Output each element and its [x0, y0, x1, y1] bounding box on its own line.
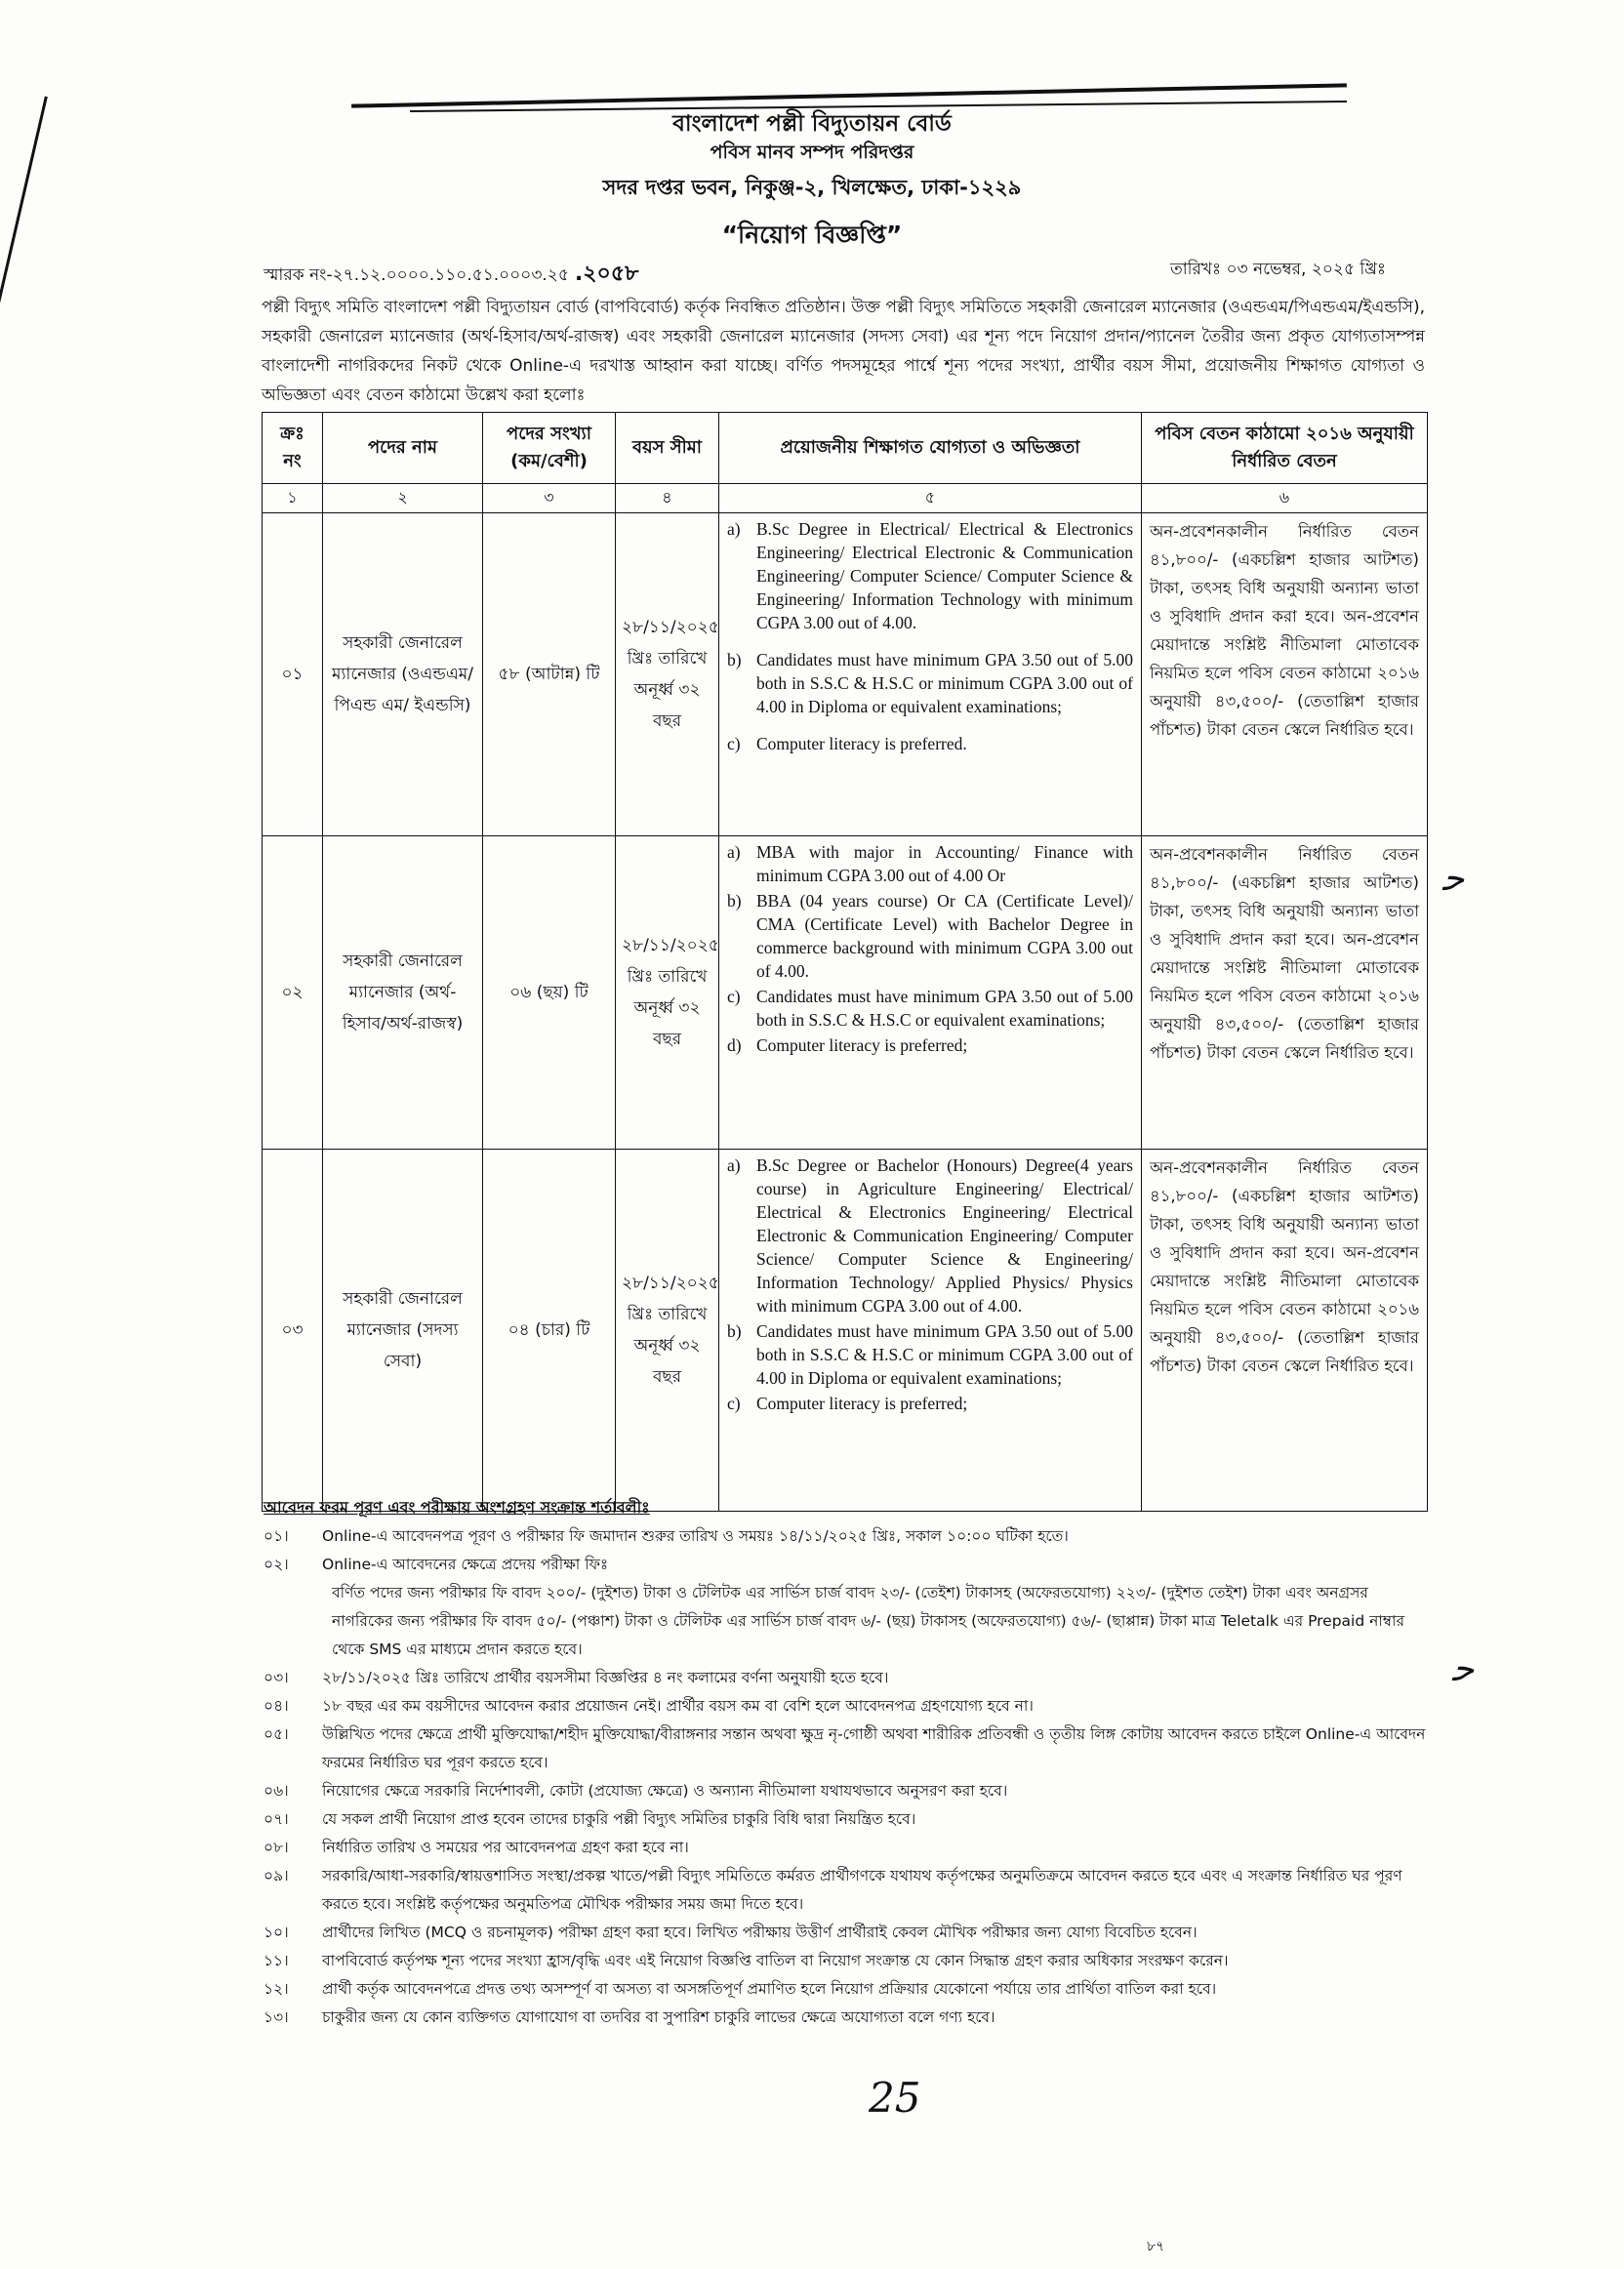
column-number-row: [263, 484, 1428, 513]
qualification-label: c): [727, 1394, 741, 1413]
condition-item: [264, 1551, 1427, 1664]
row-age-limit: ২৮/১১/২০২৫ খ্রিঃ তারিখে অনূর্ধ্ব ৩২ বছর: [616, 513, 719, 836]
table-row: [263, 513, 1428, 836]
row-post-count: ০৪ (চার) টি: [483, 1150, 616, 1512]
department-name: পবিস মানব সম্পদ পরিদপ্তর: [710, 142, 914, 163]
table-row: [263, 836, 1428, 1150]
qualification-label: b): [727, 650, 742, 669]
condition-line: বর্ণিত পদের জন্য পরীক্ষার ফি বাবদ ২০০/- (দুইশত) টাকা ও টেলিটক এর সার্ভিস চার্জ বাবদ ২৩/- (তেইশ) টাকাসহ (অফেরতযোগ্য) ২২৩/- (দুইশত তেইশ) টাকা এবং অনগ্রসর নাগরিকের জন্য পরীক্ষার ফি বাবদ ৫০/- (পঞ্চাশ) টাকা ও টেলিটক এর সার্ভিস চার্জ বাবদ ৬/- (ছয়) টাকাসহ (অফেরতযোগ্য) ৫৬/- (ছাপ্পান্ন) টাকা মাত্র Teletalk এর Prepaid নাম্বার থেকে SMS এর মাধ্যমে প্রদান করতে হবে।: [332, 1584, 1405, 1658]
column-number: ৩: [483, 484, 616, 513]
row-post-name: সহকারী জেনারেল ম্যানেজার (অর্থ-হিসাব/অর্থ-রাজস্ব): [323, 836, 483, 1150]
condition-item: [264, 1947, 1427, 1975]
conditions-list: [264, 1522, 1427, 2032]
column-number: ২: [323, 484, 483, 513]
condition-number: ০১।: [264, 1527, 289, 1545]
memo-date: তারিখঃ ০৩ নভেম্বর, ২০২৫ খ্রিঃ: [1169, 260, 1386, 279]
org-name: বাংলাদেশ পল্লী বিদ্যুতায়ন বোর্ড: [672, 111, 952, 137]
condition-item: [264, 1834, 1427, 1862]
row-qualifications: [719, 513, 1142, 836]
qualification-label: a): [727, 519, 741, 539]
row-age-limit: ২৮/১১/২০২৫ খ্রিঃ তারিখে অনূর্ধ্ব ৩২ বছর: [616, 836, 719, 1150]
condition-line: ১৮ বছর এর কম বয়সীদের আবেদন করার প্রয়োজন নেই। প্রার্থীর বয়স কম বা বেশি হলে আবেদনপত্র গ্রহণযোগ্য হবে না।: [322, 1697, 1034, 1715]
header-pay-scale: পবিস বেতন কাঠামো ২০১৬ অনুযায়ী নির্ধারিত বেতন: [1142, 413, 1428, 484]
row-qualifications: [719, 836, 1142, 1150]
row-qualifications: [719, 1150, 1142, 1512]
header-post-count: পদের সংখ্যা (কম/বেশী): [483, 413, 616, 484]
margin-initial-mark: ﺣ: [1452, 1649, 1475, 1689]
header-serial: ক্রঃ নং: [263, 413, 323, 484]
condition-text: [322, 1834, 1427, 1862]
row-post-name: সহকারী জেনারেল ম্যানেজার (ওএন্ডএম/পিএন্ড এম/ ইএন্ডসি): [323, 513, 483, 836]
condition-text: [322, 1721, 1427, 1777]
condition-text: [322, 2004, 1427, 2032]
table-row: [263, 1150, 1428, 1512]
condition-number: ০৯।: [264, 1867, 289, 1884]
qualification-label: a): [727, 1155, 741, 1175]
column-number: ৪: [616, 484, 719, 513]
qualification-item: [727, 1033, 1133, 1057]
row-post-count: ৫৮ (আটান্ন) টি: [483, 513, 616, 836]
page-number: 25: [869, 2074, 921, 2122]
condition-line: নির্ধারিত তারিখ ও সময়ের পর আবেদনপত্র গ্রহণ করা হবে না।: [322, 1839, 689, 1856]
qualification-text: Candidates must have minimum GPA 3.50 out of 5.00 both in S.S.C & H.S.C or minimum CGPA 3.00 out of 4.00 in Diploma or equivalent examinations;: [756, 650, 1133, 716]
condition-number: ০৪।: [264, 1697, 289, 1715]
condition-number: ০৮।: [264, 1839, 289, 1856]
condition-text: [322, 1551, 1427, 1664]
qualification-text: B.Sc Degree or Bachelor (Honours) Degree(4 years course) in Agriculture Engineering/ Electrical/ Electrical & Electronics Engineering/ Electrical Electronic & Communication Engineering/ Computer Science/ Computer Science & Engineering/ Information Technology/ Applied Physics/ Physics with minimum CGPA 3.00 out of 4.00.: [756, 1155, 1133, 1316]
qualification-label: b): [727, 1321, 742, 1341]
condition-number: ১৩।: [264, 2008, 289, 2026]
condition-line: প্রার্থীদের লিখিত (MCQ ও রচনামূলক) পরীক্ষা গ্রহণ করা হবে। লিখিত পরীক্ষায় উত্তীর্ণ প্রার্থীরাই কেবল মৌখিক পরীক্ষার জন্য যোগ্য বিবেচিত হবেন।: [322, 1924, 1198, 1941]
condition-item: [264, 1692, 1427, 1721]
header-qualification: প্রয়োজনীয় শিক্ষাগত যোগ্যতা ও অভিজ্ঞতা: [719, 413, 1142, 484]
intro-paragraph: পল্লী বিদ্যুৎ সমিতি বাংলাদেশ পল্লী বিদ্যুতায়ন বোর্ড (বাপবিবোর্ড) কর্তৃক নিবন্ধিত প্রতিষ্ঠান। উক্ত পল্লী বিদ্যুৎ সমিতিতে সহকারী জেনারেল ম্যানেজার (ওএন্ডএম/পিএন্ডএম/ইএন্ডসি), সহকারী জেনারেল ম্যানেজার (অর্থ-হিসাব/অর্থ-রাজস্ব) এবং সহকারী জেনারেল ম্যানেজার (সদস্য সেবা) এর শূন্য পদে নিয়োগ প্রদান/প্যানেল তৈরীর জন্য প্রকৃত যোগ্যতাসম্পন্ন বাংলাদেশী নাগরিকদের নিকট থেকে Online-এ দরখাস্ত আহ্বান করা যাচ্ছে। বর্ণিত পদসমূহের পার্শ্বে শূন্য পদের সংখ্যা, প্রার্থীর বয়স সীমা, প্রয়োজনীয় শিক্ষাগত যোগ্যতা ও অভিজ্ঞতা এবং বেতন কাঠামো উল্লেখ করা হলোঃ: [262, 298, 1425, 405]
column-number: ১: [263, 484, 323, 513]
condition-number: ১০।: [264, 1924, 289, 1941]
condition-number: ১১।: [264, 1952, 289, 1969]
notice-title: “নিয়োগ বিজ্ঞপ্তি”: [721, 221, 903, 249]
condition-line: প্রার্থী কর্তৃক আবেদনপত্রে প্রদত্ত তথ্য অসম্পূর্ণ বা অসত্য বা অসঙ্গতিপূর্ণ প্রমাণিত হলে নিয়োগ প্রক্রিয়ার যেকোনো পর্যায়ে তার প্রার্থিতা বাতিল করা হবে।: [322, 1980, 1217, 1998]
qualification-text: B.Sc Degree in Electrical/ Electrical & Electronics Engineering/ Electrical Electronic & Communication Engineering/ Computer Science/ Computer Science & Engineering/ Information Technology with minimum CGPA 3.00 out of 4.00.: [756, 519, 1133, 632]
condition-item: [264, 1664, 1427, 1692]
conditions-title: আবেদন ফরম পূরণ এবং পরীক্ষায় অংশগ্রহণ সংক্রান্ত শর্তাবলীঃ: [264, 1498, 650, 1517]
condition-line: বাপবিবোর্ড কর্তৃপক্ষ শূন্য পদের সংখ্যা হ্রাস/বৃদ্ধি এবং এই নিয়োগ বিজ্ঞপ্তি বাতিল বা নিয়োগ সংক্রান্ত যে কোন সিদ্ধান্ত গ্রহণ করার অধিকার সংরক্ষণ করেন।: [322, 1952, 1229, 1969]
condition-item: [264, 1975, 1427, 2004]
row-serial: ০২: [263, 836, 323, 1150]
office-address: সদর দপ্তর ভবন, নিকুঞ্জ-২, খিলক্ষেত, ঢাকা-১২২৯: [602, 176, 1022, 199]
qualification-item: [727, 1392, 1133, 1415]
qualification-item: [727, 1319, 1133, 1390]
qualification-label: d): [727, 1035, 742, 1055]
column-number: ৬: [1142, 484, 1428, 513]
qualification-item: [727, 648, 1133, 718]
condition-text: [322, 1862, 1427, 1919]
condition-line: চাকুরীর জন্য যে কোন ব্যক্তিগত যোগাযোগ বা তদবির বা সুপারিশ চাকুরি লাভের ক্ষেত্রে অযোগ্যতা বলে গণ্য হবে।: [322, 2008, 995, 2026]
condition-text: [322, 1664, 1427, 1692]
condition-line: Online-এ আবেদনের ক্ষেত্রে প্রদেয় পরীক্ষা ফিঃ: [322, 1556, 609, 1573]
bottom-mark: ৮৭: [1147, 2239, 1165, 2254]
condition-item: [264, 1777, 1427, 1805]
condition-line: উল্লিখিত পদের ক্ষেত্রে প্রার্থী মুক্তিযোদ্ধা/শহীদ মুক্তিযোদ্ধা/বীরাঙ্গনার সন্তান অথবা ক্ষুদ্র নৃ-গোষ্ঠী অথবা শারীরিক প্রতিবন্ধী ও তৃতীয় লিঙ্গ কোটায় আবেদন করতে চাইলে Online-এ আবেদন ফরমের নির্ধারিত ঘর পূরণ করতে হবে।: [322, 1725, 1426, 1771]
condition-line: যে সকল প্রার্থী নিয়োগ প্রাপ্ত হবেন তাদের চাকুরি পল্লী বিদ্যুৎ সমিতির চাকুরি বিধি দ্বারা নিয়ন্ত্রিত হবে।: [322, 1810, 916, 1828]
condition-number: ০২।: [264, 1556, 289, 1573]
condition-item: [264, 1721, 1427, 1777]
qualification-text: Computer literacy is preferred;: [756, 1035, 968, 1055]
qualification-text: Candidates must have minimum GPA 3.50 out of 5.00 both in S.S.C & H.S.C or equivalent examinations;: [756, 987, 1133, 1030]
row-serial: ০১: [263, 513, 323, 836]
qualification-label: c): [727, 734, 741, 753]
condition-number: ০৭।: [264, 1810, 289, 1828]
row-pay-scale: অন-প্রবেশনকালীন নির্ধারিত বেতন ৪১,৮০০/- (একচল্লিশ হাজার আটশত) টাকা, তৎসহ বিধি অনুযায়ী অন্যান্য ভাতা ও সুবিধাদি প্রদান করা হবে। অন-প্রবেশন মেয়াদান্তে সংশ্লিষ্ট নীতিমালা মোতাবেক নিয়মিত হলে পবিস বেতন কাঠামো ২০১৬ অনুযায়ী ৪৩,৫০০/- (তেতাল্লিশ হাজার পাঁচশত) টাকা বেতন স্কেলে নির্ধারিত হবে।: [1142, 1150, 1428, 1512]
table-header-row: [263, 413, 1428, 484]
condition-item: [264, 1862, 1427, 1919]
qualification-label: c): [727, 987, 741, 1006]
condition-text: [322, 1805, 1427, 1834]
document-header: [0, 109, 1624, 252]
condition-text: [322, 1947, 1427, 1975]
header-scan-stroke-1: [351, 83, 1347, 107]
condition-item: [264, 2004, 1427, 2032]
qualification-text: Computer literacy is preferred.: [756, 734, 967, 753]
condition-line: সরকারি/আধা-সরকারি/স্বায়ত্তশাসিত সংস্থা/প্রকল্প খাতে/পল্লী বিদ্যুৎ সমিতিতে কর্মরত প্রার্থীগণকে যথাযথ কর্তৃপক্ষের অনুমতিক্রমে আবেদন করতে হবে এবং এ সংক্রান্ত নির্ধারিত ঘর পূরণ করতে হবে। সংশ্লিষ্ট কর্তৃপক্ষের অনুমতিপত্র মৌখিক পরীক্ষার সময় জমা দিতে হবে।: [322, 1867, 1402, 1913]
condition-item: [264, 1805, 1427, 1834]
row-pay-scale: অন-প্রবেশনকালীন নির্ধারিত বেতন ৪১,৮০০/- (একচল্লিশ হাজার আটশত) টাকা, তৎসহ বিধি অনুযায়ী অন্যান্য ভাতা ও সুবিধাদি প্রদান করা হবে। অন-প্রবেশন মেয়াদান্তে সংশ্লিষ্ট নীতিমালা মোতাবেক নিয়মিত হলে পবিস বেতন কাঠামো ২০১৬ অনুযায়ী ৪৩,৫০০/- (তেতাল্লিশ হাজার পাঁচশত) টাকা বেতন স্কেলে নির্ধারিত হবে।: [1142, 513, 1428, 836]
condition-line: ২৮/১১/২০২৫ খ্রিঃ তারিখে প্রার্থীর বয়সসীমা বিজ্ঞপ্তির ৪ নং কলামের বর্ণনা অনুযায়ী হতে হবে।: [322, 1669, 889, 1686]
posts-table: [262, 412, 1428, 1512]
qualification-text: Computer literacy is preferred;: [756, 1394, 968, 1413]
column-number: ৫: [719, 484, 1142, 513]
qualification-label: a): [727, 842, 741, 862]
qualification-item: [727, 732, 1133, 755]
condition-number: ০৬।: [264, 1782, 289, 1800]
memo-ref-number: স্মারক নং-২৭.১২.০০০০.১১০.৫১.০০০৩.২৫: [264, 265, 569, 285]
qualification-item: [727, 985, 1133, 1032]
condition-number: ০৫।: [264, 1725, 289, 1743]
qualification-text: BBA (04 years course) Or CA (Certificate Level)/ CMA (Certificate Level) with Bachelor Degree in commerce background with minimum CGPA 3.00 out of 4.00.: [756, 891, 1133, 981]
qualification-item: [727, 889, 1133, 983]
condition-item: [264, 1522, 1427, 1551]
header-age-limit: বয়স সীমা: [616, 413, 719, 484]
condition-text: [322, 1919, 1427, 1947]
condition-line: নিয়োগের ক্ষেত্রে সরকারি নির্দেশাবলী, কোটা (প্রযোজ্য ক্ষেত্রে) ও অন্যান্য নীতিমালা যথাযথভাবে অনুসরণ করা হবে।: [322, 1782, 1008, 1800]
row-post-name: সহকারী জেনারেল ম্যানেজার (সদস্য সেবা): [323, 1150, 483, 1512]
memo-ref-handwritten: .২০৫৮: [574, 262, 639, 286]
row-post-count: ০৬ (ছয়) টি: [483, 836, 616, 1150]
condition-text: [322, 1522, 1427, 1551]
condition-text: [322, 1975, 1427, 2004]
qualification-text: Candidates must have minimum GPA 3.50 out of 5.00 both in S.S.C & H.S.C or minimum CGPA 3.00 out of 4.00 in Diploma or equivalent examinations;: [756, 1321, 1133, 1388]
row-pay-scale: অন-প্রবেশনকালীন নির্ধারিত বেতন ৪১,৮০০/- (একচল্লিশ হাজার আটশত) টাকা, তৎসহ বিধি অনুযায়ী অন্যান্য ভাতা ও সুবিধাদি প্রদান করা হবে। অন-প্রবেশন মেয়াদান্তে সংশ্লিষ্ট নীতিমালা মোতাবেক নিয়মিত হলে পবিস বেতন কাঠামো ২০১৬ অনুযায়ী ৪৩,৫০০/- (তেতাল্লিশ হাজার পাঁচশত) টাকা বেতন স্কেলে নির্ধারিত হবে।: [1142, 836, 1428, 1150]
header-post-name: পদের নাম: [323, 413, 483, 484]
row-serial: ০৩: [263, 1150, 323, 1512]
qualification-item: [727, 1154, 1133, 1317]
row-age-limit: ২৮/১১/২০২৫ খ্রিঃ তারিখে অনূর্ধ্ব ৩২ বছর: [616, 1150, 719, 1512]
qualification-text: MBA with major in Accounting/ Finance with minimum CGPA 3.00 out of 4.00 Or: [756, 842, 1133, 885]
condition-item: [264, 1919, 1427, 1947]
qualification-label: b): [727, 891, 742, 911]
condition-number: ১২।: [264, 1980, 289, 1998]
qualification-item: [727, 517, 1133, 634]
condition-text: [322, 1777, 1427, 1805]
condition-text: [322, 1692, 1427, 1721]
margin-initial-mark: ﺣ: [1442, 859, 1465, 899]
condition-number: ০৩।: [264, 1669, 289, 1686]
qualification-item: [727, 840, 1133, 887]
condition-line: Online-এ আবেদনপত্র পূরণ ও পরীক্ষার ফি জমাদান শুরুর তারিখ ও সময়ঃ ১৪/১১/২০২৫ খ্রিঃ, সকাল ১০:০০ ঘটিকা হতে।: [322, 1527, 1069, 1545]
memo-ref: [264, 257, 638, 293]
